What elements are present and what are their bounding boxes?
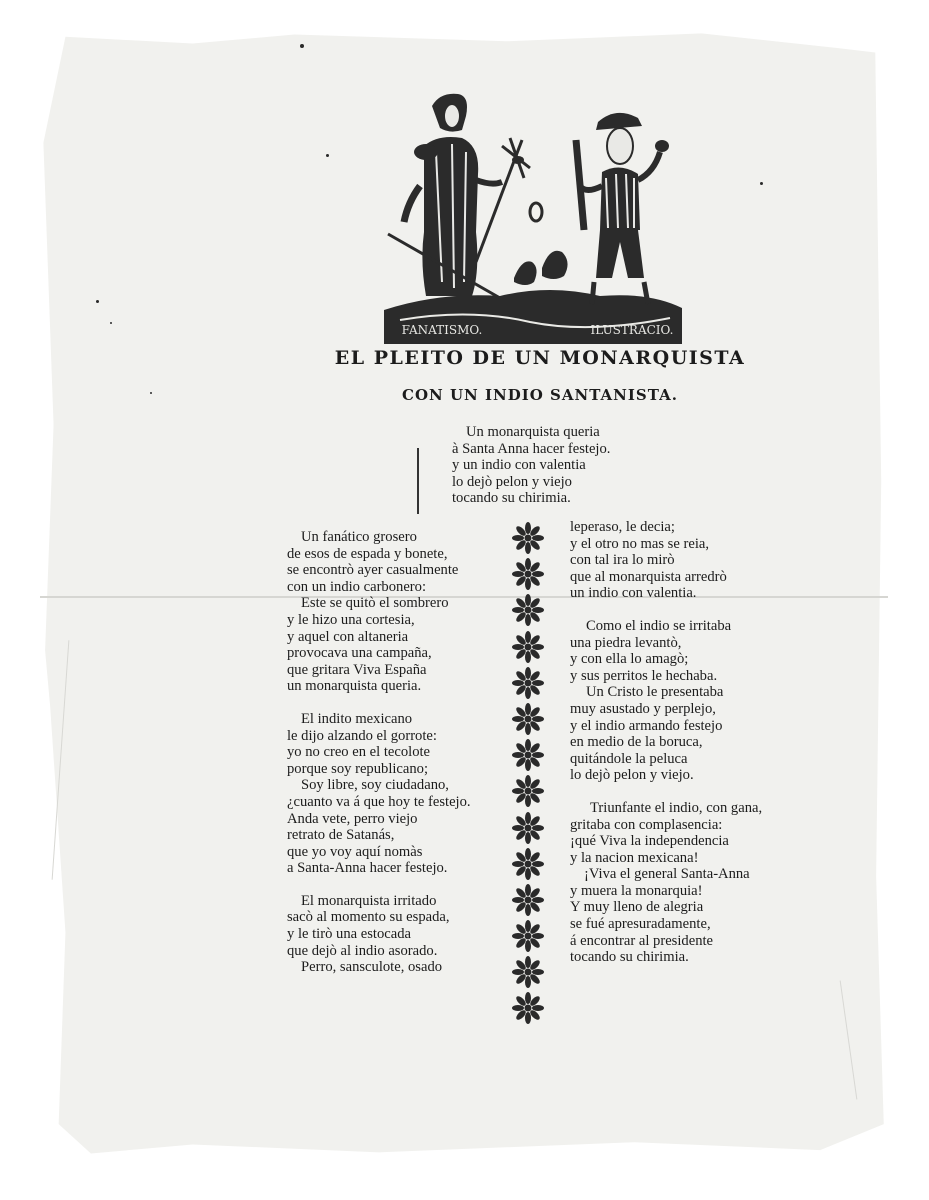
verse-line: Un Cristo le presentaba bbox=[586, 684, 724, 701]
verse-line: ¡qué Viva la independencia bbox=[570, 833, 729, 850]
verse-line: Como el indio se irritaba bbox=[586, 617, 732, 634]
ink-speck bbox=[96, 300, 99, 303]
verse-line: muy asustado y perplejo, bbox=[570, 700, 716, 717]
verse-line: le dijo alzando el gorrote: bbox=[287, 727, 437, 744]
flower-ornament-icon bbox=[512, 884, 544, 916]
verse-line: un indio con valentia. bbox=[570, 585, 697, 602]
flower-ornament-icon bbox=[512, 667, 544, 699]
verse-line: tocando su chirimia. bbox=[570, 949, 689, 966]
flower-ornament-icon bbox=[512, 522, 544, 554]
title-line-2: CON UN INDIO SANTANISTA. bbox=[402, 386, 678, 404]
ink-speck bbox=[300, 44, 304, 48]
verse-line: Un monarquista queria bbox=[466, 424, 600, 440]
verse-line: provocava una campaña, bbox=[287, 645, 432, 662]
right-column bbox=[570, 519, 762, 966]
verse-line: que gritara Viva España bbox=[287, 661, 427, 678]
ink-speck bbox=[110, 322, 112, 324]
verse-line: y aquel con altaneria bbox=[287, 628, 409, 645]
ink-speck bbox=[150, 392, 152, 394]
intro-stanza bbox=[452, 424, 610, 507]
verse-line: y la nacion mexicana! bbox=[570, 849, 699, 866]
verse-line: que dejò al indio asorado. bbox=[287, 942, 438, 959]
verse-line: en medio de la boruca, bbox=[570, 734, 703, 751]
flower-ornament-icon bbox=[512, 848, 544, 880]
verse-line: de esos de espada y bonete, bbox=[287, 545, 448, 562]
verse-line: a Santa-Anna hacer festejo. bbox=[287, 860, 448, 877]
verse-line: porque soy republicano; bbox=[287, 760, 429, 777]
verse-line: quitándole la peluca bbox=[570, 750, 688, 767]
verse-line: gritaba con complasencia: bbox=[570, 816, 723, 833]
flower-ornament-icon bbox=[512, 703, 544, 735]
woodcut-banner-right: ILUSTRACIO. bbox=[590, 323, 674, 337]
verse-line: Anda vete, perro viejo bbox=[287, 810, 418, 827]
verse-line: y el otro no mas se reia, bbox=[570, 535, 710, 552]
flower-ornament-icon bbox=[512, 775, 544, 807]
verse-line: Y muy lleno de alegria bbox=[570, 899, 704, 916]
verse-line: y le tirò una estocada bbox=[287, 926, 411, 943]
flower-ornament-icon bbox=[512, 558, 544, 590]
verse-line: leperaso, le decia; bbox=[570, 519, 675, 535]
verse-line: Triunfante el indio, con gana, bbox=[590, 799, 763, 816]
flower-ornament-icon bbox=[512, 631, 544, 663]
verse-line: y le hizo una cortesia, bbox=[287, 611, 415, 628]
verse-line: con tal ira lo mirò bbox=[570, 552, 675, 569]
verse-line: y con ella lo amagò; bbox=[570, 651, 689, 668]
verse-line: Soy libre, soy ciudadano, bbox=[301, 777, 449, 794]
left-column bbox=[287, 529, 471, 976]
flower-ornament-icon bbox=[512, 594, 544, 626]
flower-ornament-icon bbox=[512, 739, 544, 771]
verse-line: à Santa Anna hacer festejo. bbox=[452, 440, 611, 457]
verse-line: con un indio carbonero: bbox=[287, 578, 427, 595]
woodcut-banner-left: FANATISMO. bbox=[401, 323, 483, 337]
verse-line: y un indio con valentia bbox=[452, 457, 586, 474]
ink-speck bbox=[760, 182, 763, 185]
verse-line: un monarquista queria. bbox=[287, 678, 422, 695]
verse-line: á encontrar al presidente bbox=[570, 932, 714, 949]
verse-line: El monarquista irritado bbox=[301, 892, 437, 909]
verse-line: lo dejò pelon y viejo bbox=[452, 473, 572, 490]
verse-line: ¿cuanto va á que hoy te festejo. bbox=[287, 793, 471, 810]
verse-line: que al monarquista arredrò bbox=[570, 568, 727, 585]
verse-line: y sus perritos le hechaba. bbox=[570, 667, 718, 684]
verse-line: ¡Viva el general Santa-Anna bbox=[584, 866, 750, 883]
intro-vertical-rule bbox=[417, 448, 419, 514]
verse-line: Este se quitò el sombrero bbox=[301, 595, 449, 612]
verse-line: yo no creo en el tecolote bbox=[287, 744, 431, 761]
verse-line: El indito mexicano bbox=[301, 710, 413, 727]
ink-speck bbox=[326, 154, 329, 157]
verse-line: se fué apresuradamente, bbox=[570, 916, 711, 933]
title-line-1: EL PLEITO DE UN MONARQUISTA bbox=[334, 347, 746, 369]
woodcut-illustration bbox=[380, 82, 686, 350]
verse-line: que yo voy aquí nomàs bbox=[287, 843, 423, 860]
verse-line: se encontrò ayer casualmente bbox=[287, 562, 459, 579]
floral-ornament-column bbox=[512, 522, 552, 1029]
verse-line: Perro, sansculote, osado bbox=[301, 959, 443, 976]
verse-line: lo dejò pelon y viejo. bbox=[570, 767, 694, 784]
verse-line: retrato de Satanás, bbox=[287, 827, 395, 844]
flower-ornament-icon bbox=[512, 920, 544, 952]
verse-line: Un fanático grosero bbox=[301, 529, 417, 545]
verse-line: sacò al momento su espada, bbox=[287, 909, 450, 926]
flower-ornament-icon bbox=[512, 812, 544, 844]
verse-line: tocando su chirimia. bbox=[452, 490, 571, 507]
verse-line: y muera la monarquia! bbox=[570, 882, 703, 899]
verse-line: una piedra levantò, bbox=[570, 634, 682, 651]
verse-line: y el indio armando festejo bbox=[570, 717, 723, 734]
flower-ornament-icon bbox=[512, 992, 544, 1024]
flower-ornament-icon bbox=[512, 956, 544, 988]
